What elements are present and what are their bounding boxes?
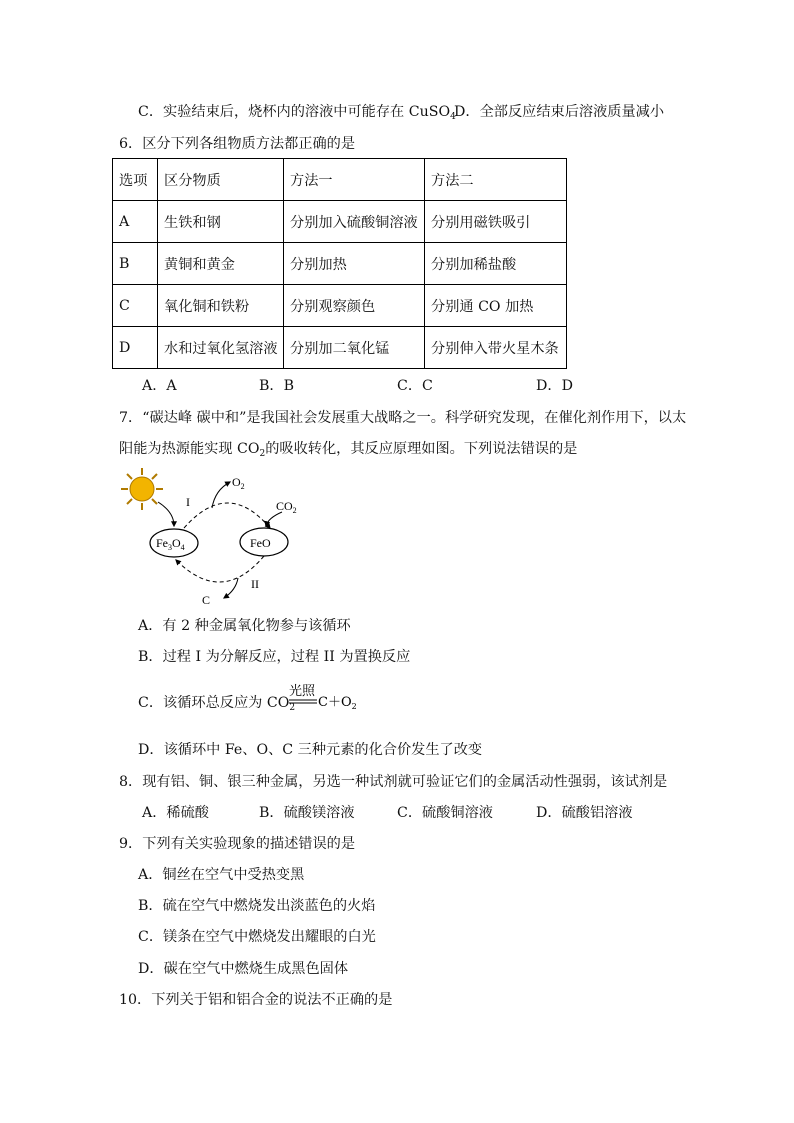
q9-option-d: D．碳在空气中燃烧生成黑色固体 [138,961,349,977]
table-cell: 水和过氧化氢溶液 [158,327,284,369]
heat-arrow [158,502,174,526]
table-cell: 分别观察颜色 [284,285,425,327]
table-row [113,327,567,369]
feo-label: FeO [250,536,271,550]
q8-option-a: A．稀硫酸 [142,805,209,821]
q5-option-d: D．全部反应结束后溶液质量减小 [454,104,665,120]
table-cell: 氧化铜和铁粉 [158,285,284,327]
table-cell: 生铁和钢 [158,201,284,243]
o2-label: $O_2$ [232,475,245,491]
q5-option-c: C．实验结束后，烧杯内的溶液中可能存在 CuSO$_4$ [138,104,456,122]
table-cell: 分别加热 [284,243,425,285]
table-header-cell: 方法一 [284,159,425,201]
equation-condition: 光照 [289,684,316,699]
table-row [113,285,567,327]
table-row [113,201,567,243]
process-ii-label: II [251,577,259,591]
fe3o4-label: $Fe_3O_4$ [156,536,185,552]
table-cell: 分别加稀盐酸 [425,243,567,285]
q7-stem-line2: 阳能为热源能实现 $CO_2$的吸收转化，其反应原理如图。下列说法错误的是 [119,441,578,459]
c-label: C [202,593,211,607]
table-header-cell: 区分物质 [158,159,284,201]
q6-option-a: A．A [142,378,177,394]
table-header-cell: 选项 [113,159,158,201]
q8-stem: 8．现有铝、铜、银三种金属，另选一种试剂就可验证它们的金属活动性强弱，该试剂是 [119,774,668,790]
q7-option-c: C．该循环总反应为 $CO_2$ [138,695,296,713]
process-i-arc [184,503,270,528]
table-header-cell: 方法二 [425,159,567,201]
q7-option-d: D．该循环中 Fe、O、C 三种元素的化合价发生了改变 [138,742,483,758]
table-cell: B [113,243,158,285]
table-cell: A [113,201,158,243]
q9-option-a: A．铜丝在空气中受热变黑 [138,867,305,883]
q7-option-b: B．过程 I 为分解反应，过程 II 为置换反应 [138,649,411,665]
table-cell: 分别通 CO 加热 [425,285,567,327]
q6-option-c: C．C [397,378,433,394]
q9-stem: 9．下列有关实验现象的描述错误的是 [119,836,356,852]
table-cell: C [113,285,158,327]
q7-option-a: A．有 2 种金属氧化物参与该循环 [138,618,351,634]
q9-option-c: C．镁条在空气中燃烧发出耀眼的白光 [138,929,376,945]
q8-option-d: D．硫酸铝溶液 [536,805,633,821]
table-cell: 分别加入硫酸铜溶液 [284,201,425,243]
table-row [113,243,567,285]
co2-label: $CO_2$ [276,499,297,515]
q6-option-b: B．B [259,378,295,394]
q8-option-c: C．硫酸铜溶液 [397,805,493,821]
q6-table [112,158,567,369]
q8-option-b: B．硫酸镁溶液 [259,805,355,821]
table-cell: 黄铜和黄金 [158,243,284,285]
equation-product: $C+O_2$ [318,695,357,711]
table-cell: D [113,327,158,369]
q7-stem-line1: 7．“碳达峰 碳中和”是我国社会发展重大战略之一。科学研究发现，在催化剂作用下，以太 [119,410,687,426]
table-cell: 分别用磁铁吸引 [425,201,567,243]
table-header-row [113,159,567,201]
o2-release-arrow [212,482,230,508]
q10-stem: 10．下列关于铝和铝合金的说法不正确的是 [119,992,393,1008]
sun-icon [121,468,163,510]
table-cell: 分别加二氧化锰 [284,327,425,369]
equation-arrow [257,683,367,713]
q6-option-d: D．D [536,378,573,394]
process-i-label: I [186,495,190,509]
co2-intake-arrow [266,512,282,526]
table-cell: 分别伸入带火星木条 [425,327,567,369]
c-release-arrow [224,578,238,598]
reaction-cycle-diagram [118,468,318,613]
q9-option-b: B．硫在空气中燃烧发出淡蓝色的火焰 [138,898,376,914]
q6-stem: 6．区分下列各组物质方法都正确的是 [119,136,356,152]
